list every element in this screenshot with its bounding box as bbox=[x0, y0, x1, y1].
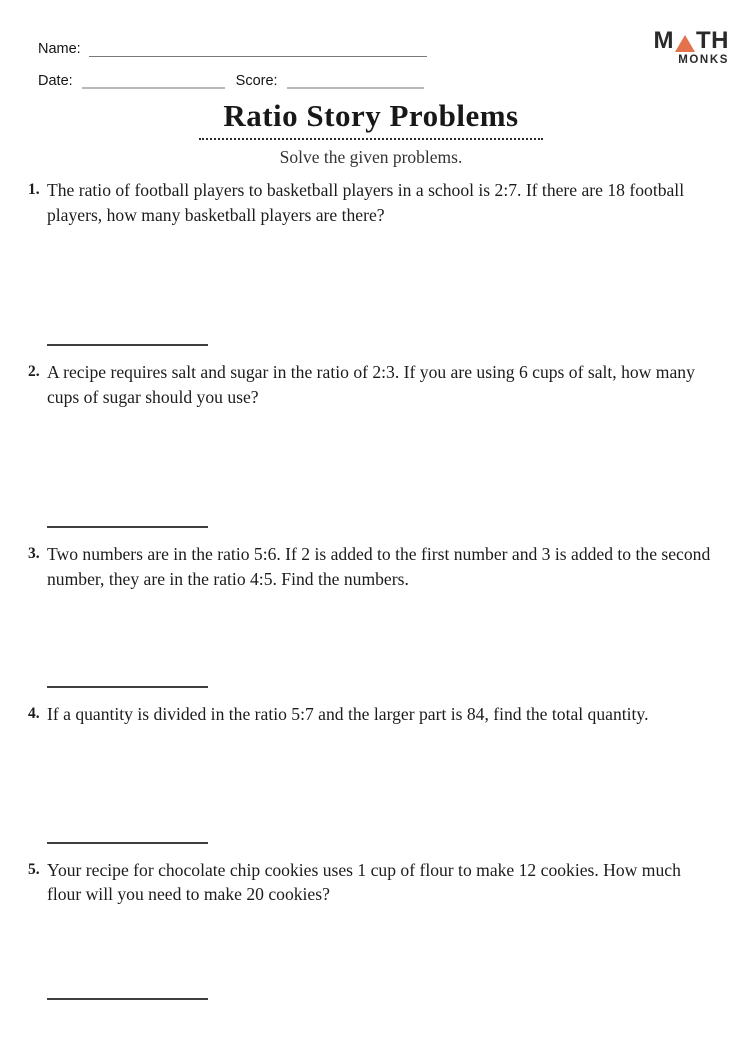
problem-1-row bbox=[28, 178, 718, 227]
logo-letter-m: M bbox=[653, 27, 674, 54]
problem-5-answer-blank bbox=[47, 998, 208, 1000]
problem-4-row bbox=[28, 702, 718, 727]
name-row bbox=[38, 36, 742, 57]
worksheet-header bbox=[0, 0, 742, 89]
date-score-row bbox=[38, 68, 742, 89]
page-title: Ratio Story Problems bbox=[223, 98, 519, 133]
date-label: Date: bbox=[38, 72, 73, 89]
problems-list bbox=[28, 178, 718, 1000]
problem-3 bbox=[28, 542, 718, 688]
problem-1-number: 1. bbox=[28, 181, 40, 198]
score-blank-line bbox=[287, 75, 424, 89]
problem-5 bbox=[28, 858, 718, 1000]
problem-5-number: 5. bbox=[28, 860, 40, 878]
logo-letters-th: TH bbox=[696, 27, 729, 54]
problem-3-row bbox=[28, 542, 718, 591]
problem-4-number: 4. bbox=[28, 705, 40, 722]
problem-1-text: The ratio of football players to basketball players in a school is 2:7. If there are 18 football players, how many basketball players are there? bbox=[47, 180, 685, 225]
logo-triangle-icon bbox=[675, 35, 695, 52]
problem-3-number: 3. bbox=[28, 545, 40, 562]
problem-4-text: If a quantity is divided in the ratio 5:7 and the larger part is 84, find the total quantity. bbox=[47, 704, 649, 724]
problem-1-answer-blank bbox=[47, 344, 208, 346]
problem-5-text: Your recipe for chocolate chip cookies uses 1 cup of flour to make 12 cookies. How much flour will you need to make 20 cookies? bbox=[47, 859, 681, 904]
problem-4-answer-blank bbox=[47, 842, 208, 844]
name-label: Name: bbox=[38, 40, 81, 57]
math-monks-logo bbox=[654, 29, 730, 67]
problem-2-text: A recipe requires salt and sugar in the ratio of 2:3. If you are using 6 cups of salt, how many cups of sugar should you use? bbox=[47, 362, 695, 407]
instructions-text: Solve the given problems. bbox=[279, 147, 463, 167]
title-dotted-divider bbox=[199, 138, 543, 140]
logo-wordmark bbox=[654, 29, 730, 53]
logo-subtext: MONKS bbox=[678, 54, 729, 66]
problem-4 bbox=[28, 702, 718, 844]
score-label: Score: bbox=[235, 72, 278, 89]
problem-1 bbox=[28, 178, 718, 346]
problem-2-answer-blank bbox=[47, 526, 208, 528]
problem-2-row bbox=[28, 360, 718, 409]
name-blank-line bbox=[89, 43, 427, 57]
problem-5-row bbox=[28, 858, 718, 907]
problem-2 bbox=[28, 360, 718, 528]
date-blank-line bbox=[82, 75, 225, 89]
problem-2-number: 2. bbox=[28, 363, 40, 380]
problem-3-text: Two numbers are in the ratio 5:6. If 2 is added to the first number and 3 is added to the second number, they are in the ratio 4:5. Find the numbers. bbox=[47, 544, 711, 589]
problem-3-answer-blank bbox=[47, 686, 208, 688]
